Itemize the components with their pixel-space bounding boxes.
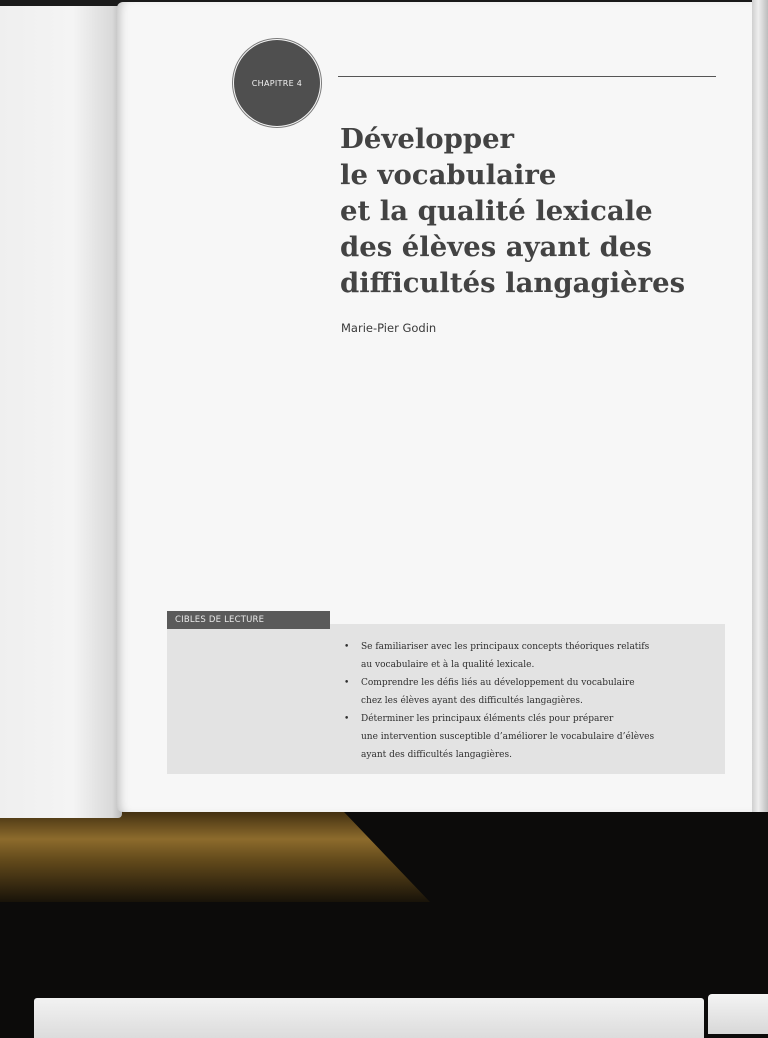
list-item-line: ayant des difficultés langagières. [361, 750, 512, 760]
list-item-line: Comprendre les défis liés au développement du vocabulaire [361, 678, 635, 688]
list-item-line: une intervention susceptible d’améliorer le vocabulaire d’élèves [361, 732, 655, 742]
bullet-icon: • [344, 678, 350, 688]
title-line: difficultés langagières [340, 267, 686, 299]
list-item [344, 674, 709, 710]
list-item [344, 638, 709, 674]
chapter-title [340, 121, 740, 301]
reading-targets-list [344, 638, 709, 764]
chapter-badge [234, 40, 320, 126]
underlying-page [34, 998, 704, 1038]
list-item-line: chez les élèves ayant des difficultés langagières. [361, 696, 583, 706]
list-item-line: au vocabulaire et à la qualité lexicale. [361, 660, 535, 670]
header-rule [338, 76, 716, 77]
chapter-badge-label: CHAPITRE 4 [251, 78, 303, 88]
list-item [344, 710, 709, 764]
title-line: et la qualité lexicale [340, 195, 653, 227]
list-item-line: Déterminer les principaux éléments clés pour préparer [361, 714, 614, 724]
page-stack-edge [752, 0, 768, 812]
reading-targets-heading: CIBLES DE LECTURE [175, 615, 265, 625]
bullet-icon: • [344, 714, 350, 724]
bullet-icon: • [344, 642, 350, 652]
title-line: le vocabulaire [340, 159, 557, 191]
list-item-line: Se familiariser avec les principaux concepts théoriques relatifs [361, 642, 650, 652]
table-surface [0, 812, 430, 902]
left-page [0, 0, 122, 818]
reading-targets-tab [167, 611, 330, 629]
underlying-page-corner [708, 994, 768, 1034]
chapter-author: Marie-Pier Godin [341, 321, 437, 335]
title-line: des élèves ayant des [340, 231, 652, 263]
title-line: Développer [340, 123, 515, 155]
